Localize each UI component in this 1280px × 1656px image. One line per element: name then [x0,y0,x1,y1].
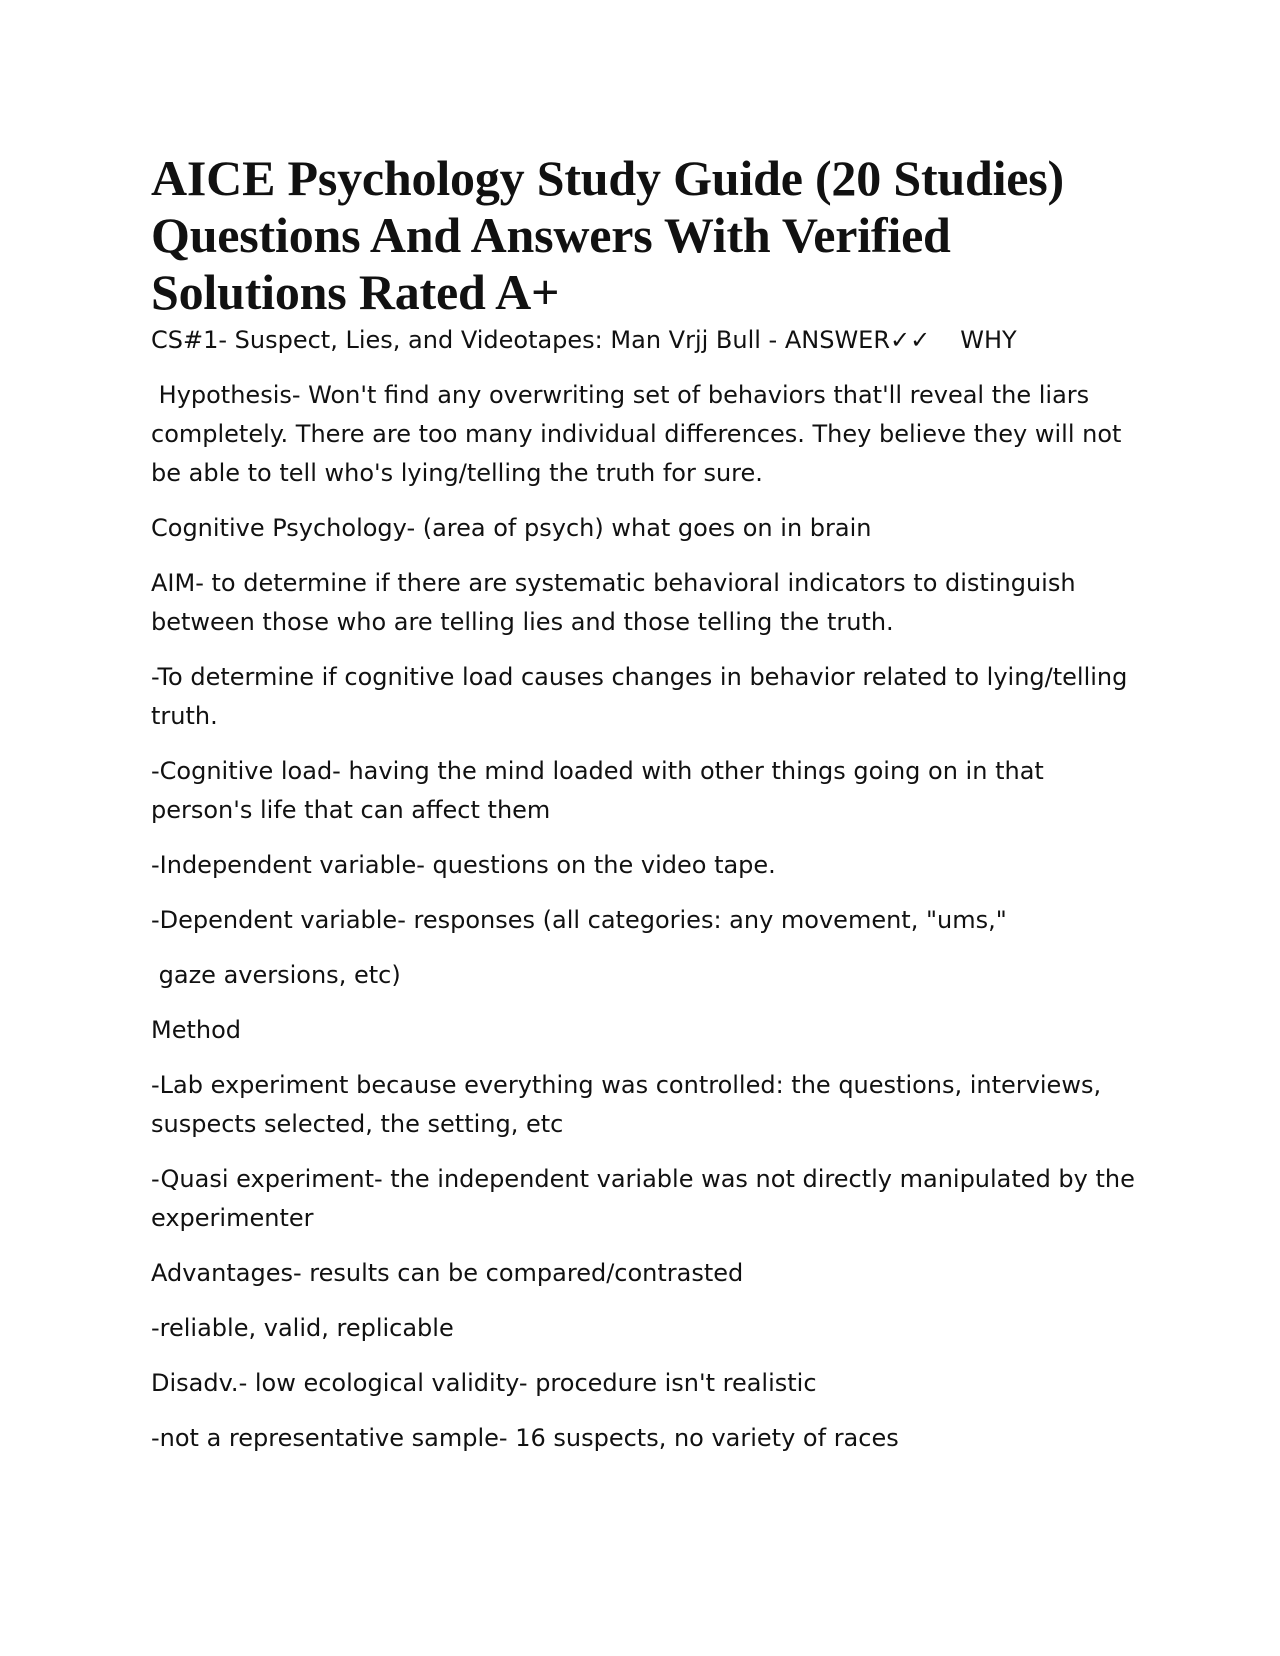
paragraph-cognitive-load-definition: -Cognitive load- having the mind loaded with other things going on in that person's life that can affect them [151,757,1044,824]
paragraph-gaze-aversions: gaze aversions, etc) [151,961,401,989]
paragraph-independent-variable: -Independent variable- questions on the video tape. [151,851,776,879]
document-content [151,150,1141,1458]
document-body [151,321,1141,1458]
paragraph-aim: AIM- to determine if there are systematic behavioral indicators to distinguish between those who are telling lies and those telling the truth. [151,569,1076,636]
paragraph-disadvantages: Disadv.- low ecological validity- procedure isn't realistic [151,1369,817,1397]
paragraph-cognitive-psychology: Cognitive Psychology- (area of psych) what goes on in brain [151,514,872,542]
paragraph-dependent-variable: -Dependent variable- responses (all categories: any movement, "ums," [151,906,1007,934]
paragraph-quasi-experiment: -Quasi experiment- the independent variable was not directly manipulated by the experimenter [151,1165,1135,1232]
paragraph-reliable: -reliable, valid, replicable [151,1314,454,1342]
paragraph-cognitive-load-aim: -To determine if cognitive load causes changes in behavior related to lying/telling truth. [151,663,1128,730]
document-title [151,150,1141,321]
study-subheading-why: WHY [960,326,1017,354]
title-line-3: Solutions Rated A+ [151,264,560,320]
paragraph-method-heading: Method [151,1016,242,1044]
paragraph-sample: -not a representative sample- 16 suspects, no variety of races [151,1424,899,1452]
title-line-1: AICE Psychology Study Guide (20 Studies) [151,150,1064,206]
paragraph-hypothesis: Hypothesis- Won't find any overwriting set of behaviors that'll reveal the liars completely. There are too many individual differences. They believe they will not be able to tell who's lying/telling the truth for sure. [151,381,1130,487]
study-subheading [151,321,1141,360]
study-subheading-text: CS#1- Suspect, Lies, and Videotapes: Man Vrjj Bull - ANSWER✓✓ [151,326,931,354]
paragraph-advantages: Advantages- results can be compared/contrasted [151,1259,744,1287]
title-line-2: Questions And Answers With Verified [151,207,951,263]
paragraph-lab-experiment: -Lab experiment because everything was controlled: the questions, interviews, suspects selected, the setting, etc [151,1071,1102,1138]
